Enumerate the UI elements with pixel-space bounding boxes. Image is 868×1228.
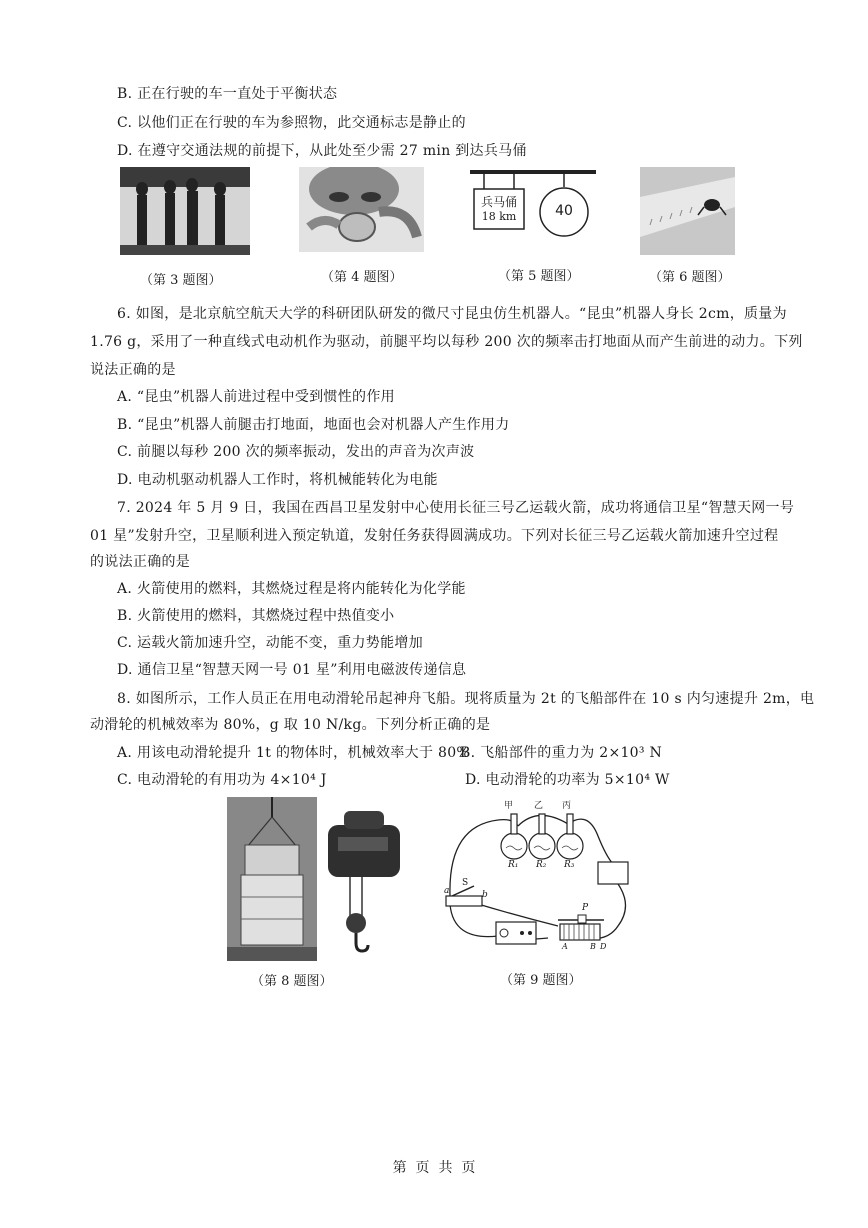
q7-stem-line3: 的说法正确的是 bbox=[90, 554, 191, 570]
fig3-shadow-puppet-photo bbox=[120, 167, 250, 255]
flask-r3 bbox=[557, 833, 583, 859]
flask-r1 bbox=[501, 833, 527, 859]
fig6-insect-robot-photo bbox=[640, 167, 735, 255]
label-terminal-a: A bbox=[562, 942, 568, 951]
q6-option-a: A. “昆虫”机器人前进过程中受到惯性的作用 bbox=[117, 389, 395, 405]
switch-base bbox=[446, 896, 482, 906]
fig3-caption: （第 3 题图） bbox=[140, 273, 222, 288]
fig4-photo bbox=[299, 167, 424, 252]
fig8-caption: （第 8 题图） bbox=[251, 974, 333, 989]
label-a: a bbox=[444, 886, 450, 896]
label-yi: 乙 bbox=[534, 801, 544, 811]
label-bing: 丙 bbox=[562, 801, 572, 811]
q6-option-d: D. 电动机驱动机器人工作时，将机械能转化为电能 bbox=[117, 472, 438, 488]
fig8-electric-hoist bbox=[318, 805, 408, 955]
label-jia: 甲 bbox=[504, 801, 514, 811]
q6-option-c: C. 前腿以每秒 200 次的频率振动，发出的声音为次声波 bbox=[117, 444, 475, 460]
electric-hoist-image bbox=[318, 805, 408, 955]
q8-option-a: A. 用该电动滑轮提升 1t 的物体时，机械效率大于 80% bbox=[117, 745, 471, 761]
label-terminal-b: B bbox=[590, 942, 596, 951]
magnifier-photo-image bbox=[299, 167, 424, 252]
q7-option-b: B. 火箭使用的燃料，其燃烧过程中热值变小 bbox=[117, 608, 395, 624]
q7-stem-line1: 7. 2024 年 5 月 9 日，我国在西昌卫星发射中心使用长征三号乙运载火箭，成功将通信卫星“智慧天网一号 bbox=[117, 500, 795, 516]
page-footer: 第 页 共 页 bbox=[392, 1160, 476, 1176]
insect-robot-image bbox=[640, 167, 735, 255]
q8-stem-line1: 8. 如图所示，工作人员正在用电动滑轮吊起神舟飞船。现将质量为 2t 的飞船部件在 10 s 内匀速提升 2m，电 bbox=[117, 691, 815, 707]
destination-distance: 18 km bbox=[481, 210, 517, 223]
rheostat-slider bbox=[578, 915, 586, 923]
q6-option-b: B. “昆虫”机器人前腿击打地面，地面也会对机器人产生作用力 bbox=[117, 417, 510, 433]
q8-option-c: C. 电动滑轮的有用功为 4×10⁴ J bbox=[117, 772, 327, 788]
q7-option-a: A. 火箭使用的燃料，其燃烧过程是将内能转化为化学能 bbox=[117, 581, 466, 597]
label-terminal-d: D bbox=[600, 942, 607, 951]
label-r3: R₃ bbox=[564, 860, 575, 870]
q6-stem-line2: 1.76 g，采用了一种直线式电动机作为驱动，前腿平均以每秒 200 次的频率击打地面从而产生前进的动力。下列 bbox=[90, 334, 803, 350]
shadow-puppet-image bbox=[120, 167, 250, 255]
q7-option-c: C. 运载火箭加速升空，动能不变，重力势能增加 bbox=[117, 635, 424, 651]
fig5-caption: （第 5 题图） bbox=[498, 269, 580, 284]
q5-option-d: D. 在遵守交通法规的前提下，从此处至少需 27 min 到达兵马俑 bbox=[117, 143, 527, 159]
q8-option-b: B. 飞船部件的重力为 2×10³ N bbox=[460, 745, 663, 761]
circuit-wires bbox=[438, 796, 638, 956]
q8-option-d: D. 电动滑轮的功率为 5×10⁴ W bbox=[465, 772, 670, 788]
flask-r2 bbox=[529, 833, 555, 859]
fig4-caption: （第 4 题图） bbox=[321, 270, 403, 285]
fig6-caption: （第 6 题图） bbox=[649, 270, 731, 285]
spacecraft-module-image bbox=[227, 797, 317, 961]
fig8-spacecraft-photo bbox=[227, 797, 317, 961]
fig5-traffic-sign-diagram bbox=[468, 165, 598, 245]
label-s: S bbox=[462, 878, 469, 888]
q6-stem-line1: 6. 如图，是北京航空航天大学的科研团队研发的微尺寸昆虫仿生机器人。“昆虫”机器人身长 2cm，质量为 bbox=[117, 306, 787, 322]
q5-option-c: C. 以他们正在行驶的车为参照物，此交通标志是静止的 bbox=[117, 115, 466, 131]
fig9-caption: （第 9 题图） bbox=[500, 973, 582, 988]
q7-option-d: D. 通信卫星“智慧天网一号 01 星”利用电磁波传递信息 bbox=[117, 662, 467, 678]
q6-stem-line3: 说法正确的是 bbox=[90, 362, 176, 378]
speed-limit-value: 40 bbox=[555, 203, 573, 219]
label-r2: R₂ bbox=[536, 860, 547, 870]
label-p: P bbox=[582, 903, 589, 913]
q7-stem-line2: 01 星”发射升空，卫星顺利进入预定轨道，发射任务获得圆满成功。下列对长征三号乙运载火箭加速升空过程 bbox=[90, 528, 779, 544]
fig9-circuit-diagram bbox=[438, 796, 638, 956]
ammeter bbox=[598, 862, 628, 884]
label-r1: R₁ bbox=[508, 860, 519, 870]
destination-name: 兵马俑 bbox=[480, 195, 517, 209]
q8-stem-line2: 动滑轮的机械效率为 80%，g 取 10 N/kg。下列分析正确的是 bbox=[90, 717, 491, 733]
q5-option-b: B. 正在行驶的车一直处于平衡状态 bbox=[117, 86, 338, 102]
label-b: b bbox=[482, 890, 488, 900]
